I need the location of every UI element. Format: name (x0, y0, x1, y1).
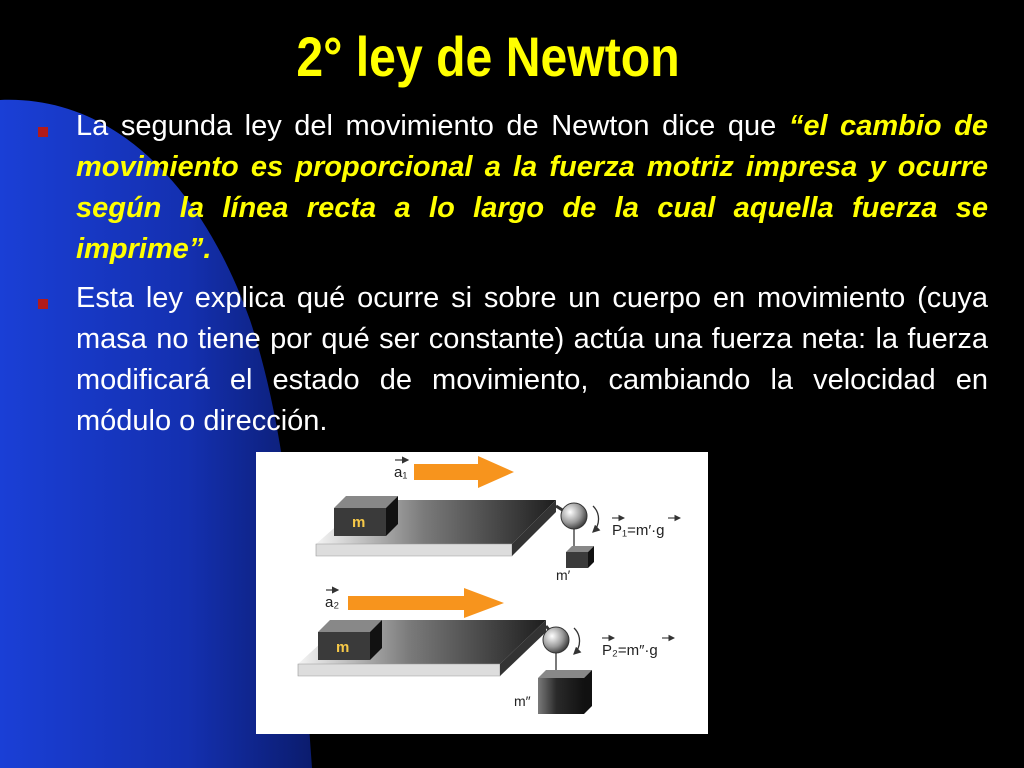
square-bullet-icon (38, 299, 48, 309)
bullet-text-1 (76, 106, 988, 270)
top-scene (316, 456, 680, 583)
bullet-text-2: Esta ley explica qué ocurre si sobre un cuerpo en movimiento (cuya masa no tiene por qué ser constante) actúa una fuerza neta: la fuerza modificará el estado de movimiento, cambiando la velocidad en módulo o dirección. (76, 282, 988, 437)
top-accel-arrow (414, 456, 514, 488)
bottom-block-label: m (336, 639, 350, 656)
slide-title: 2° ley de Newton (296, 25, 680, 88)
newton-diagram (256, 452, 708, 734)
bottom-weight-label: P₂=m″·g (602, 642, 658, 659)
top-accel-label: a₁ (394, 464, 408, 481)
top-block-label: m (352, 514, 366, 531)
bullet-1-intro: La segunda ley del movimiento de Newton dice que (76, 110, 789, 142)
bullet-item-2 (36, 278, 988, 442)
bottom-hanging-label: m″ (514, 693, 531, 709)
square-bullet-icon (38, 127, 48, 137)
bottom-scene (298, 588, 674, 714)
bottom-accel-label: a₂ (325, 594, 340, 611)
bullet-1-quote: “el cambio de movimiento es proporcional a la fuerza motriz impresa y ocurre según la línea recta a lo largo de la cual aquella fuerza se imprime”. (76, 110, 988, 265)
bullet-item-1 (36, 106, 988, 270)
top-weight-label: P₁=m′·g (612, 522, 665, 539)
slide-content (36, 106, 988, 450)
top-hanging-label: m′ (556, 567, 571, 583)
bottom-accel-arrow (348, 588, 504, 618)
